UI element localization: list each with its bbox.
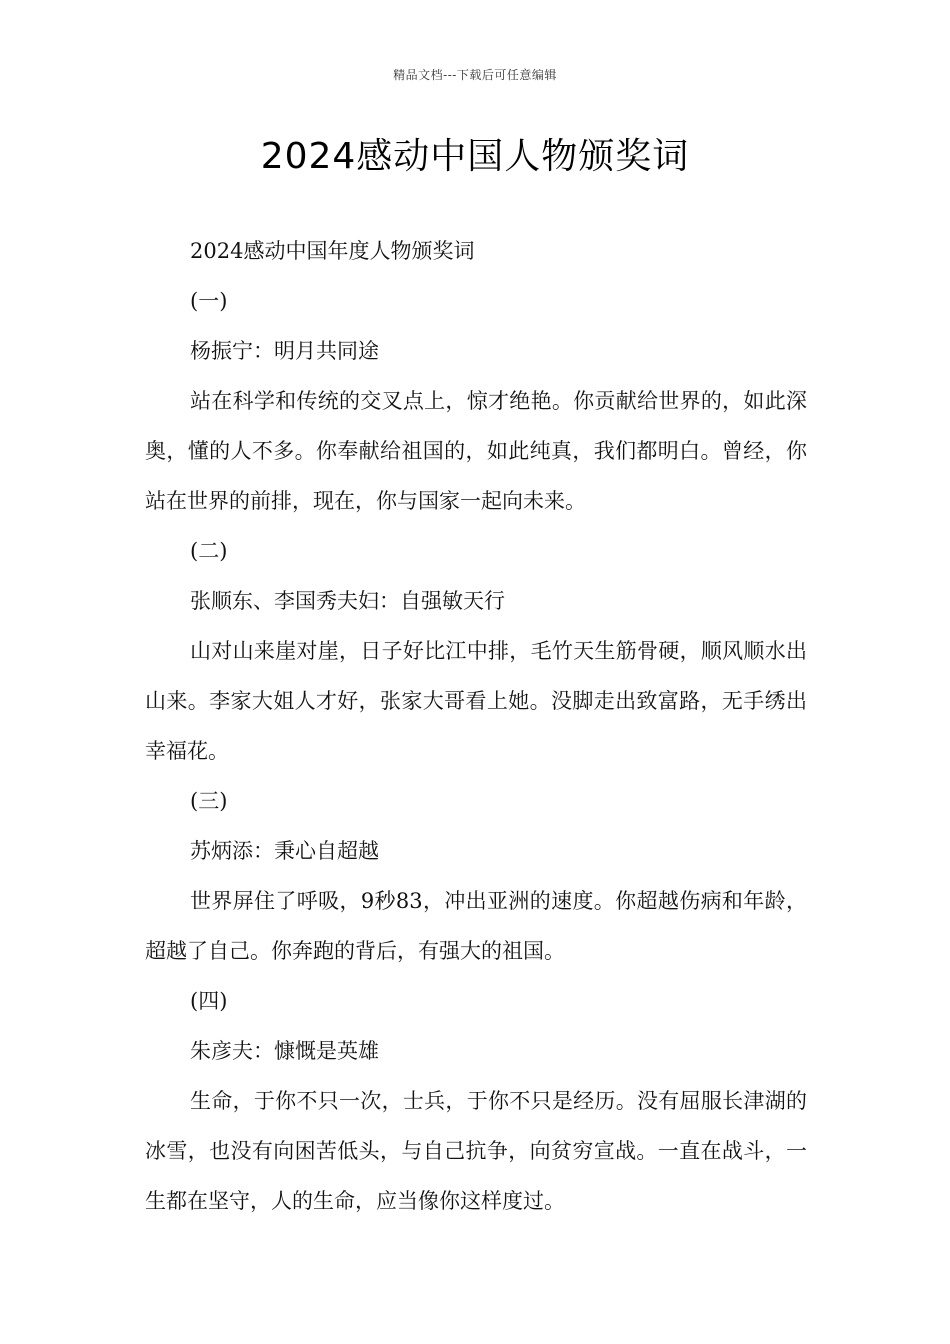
section-heading-2: 张顺东、李国秀夫妇：自强敏天行 (190, 589, 505, 613)
header-note: 精品文档---下载后可任意编辑 (393, 68, 557, 82)
document-body (145, 226, 807, 1226)
document-title: 2024感动中国人物颁奖词 (260, 136, 690, 177)
section-number-4: (四) (190, 989, 228, 1013)
section-text-4: 生命，于你不只一次，士兵，于你不只是经历。没有屈服长津湖的冰雪，也没有向困苦低头，与自己抗争，向贫穷宣战。一直在战斗，一生都在坚守，人的生命，应当像你这样度过。 (145, 1089, 807, 1213)
section-number-1: (一) (190, 289, 228, 313)
section-text-2: 山对山来崖对崖，日子好比江中排，毛竹天生筋骨硬，顺风顺水出山来。李家大姐人才好，张家大哥看上她。没脚走出致富路，无手绣出幸福花。 (145, 639, 807, 763)
section-number-2: (二) (190, 539, 228, 563)
section-text-3: 世界屏住了呼吸，9秒83，冲出亚洲的速度。你超越伤病和年龄，超越了自己。你奔跑的背后，有强大的祖国。 (145, 889, 807, 963)
subtitle: 2024感动中国年度人物颁奖词 (190, 239, 475, 263)
section-heading-1: 杨振宁：明月共同途 (190, 339, 379, 363)
section-text-1: 站在科学和传统的交叉点上，惊才绝艳。你贡献给世界的，如此深奥，懂的人不多。你奉献给祖国的，如此纯真，我们都明白。曾经，你站在世界的前排，现在，你与国家一起向未来。 (145, 389, 807, 513)
section-heading-3: 苏炳添：秉心自超越 (190, 839, 379, 863)
section-heading-4: 朱彦夫：慷慨是英雄 (190, 1039, 379, 1063)
section-number-3: (三) (190, 789, 228, 813)
